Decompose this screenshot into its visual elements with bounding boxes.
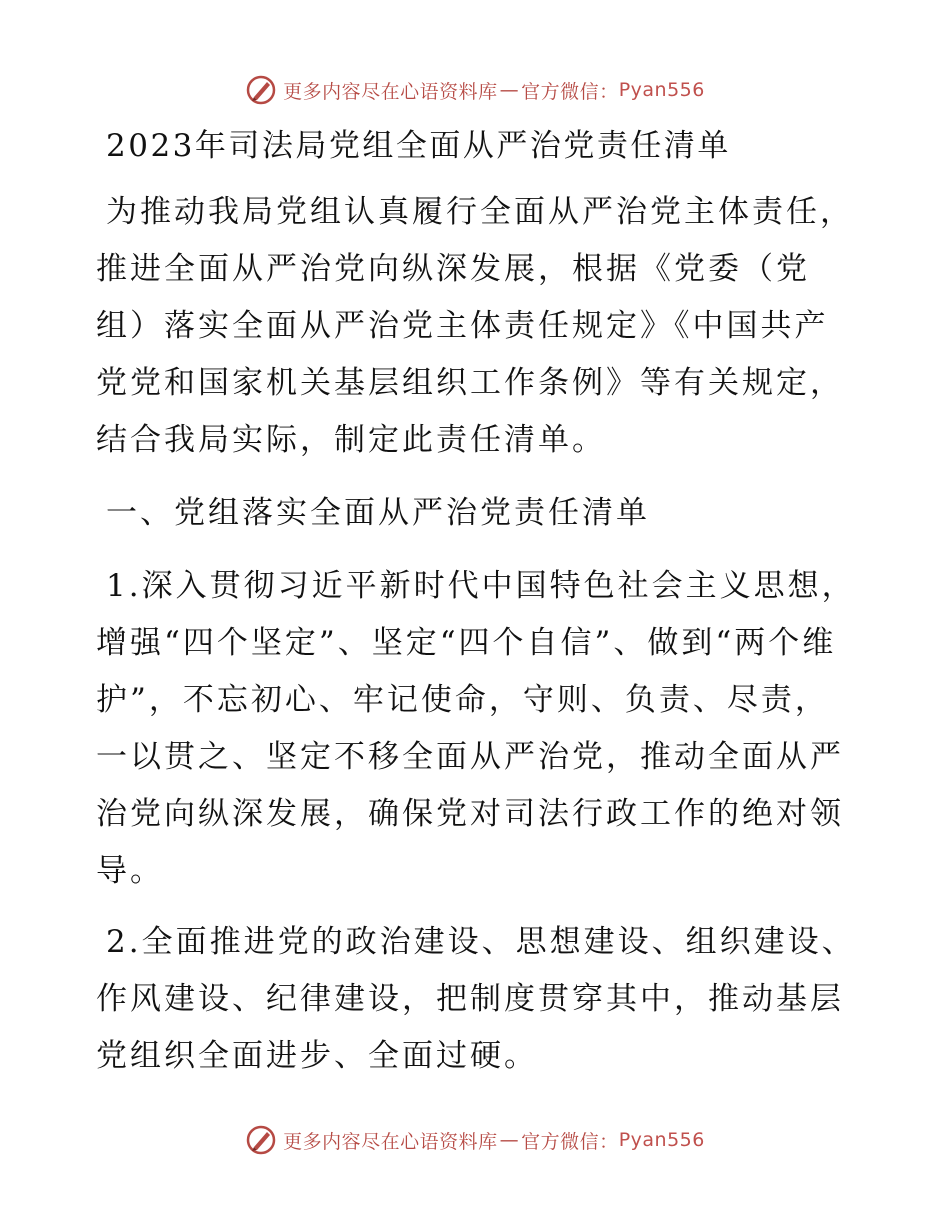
intro-paragraph: 为推动我局党组认真履行全面从严治党主体责任，推进全面从严治党向纵深发展，根据《党委（党组）落实全面从严治党主体责任规定》《中国共产党党和国家机关基层组织工作条例》等有关规定，结合我局实际，制定此责任清单。 xyxy=(96,194,854,458)
watermark-separator: — xyxy=(499,1129,520,1151)
pen-logo-icon xyxy=(245,74,277,106)
watermark-wechat-id: Pyan556 xyxy=(618,1129,705,1151)
watermark-site-text: 更多内容尽在心语资料库 xyxy=(283,80,498,103)
list-item-2: 2.全面推进党的政治建设、思想建设、组织建设、作风建设、纪律建设，把制度贯穿其中，推动基层党组织全面进步、全面过硬。 xyxy=(96,924,856,1074)
watermark-wechat-label: 官方微信： xyxy=(521,1130,619,1153)
watermark-wechat-label: 官方微信： xyxy=(521,80,619,103)
watermark-header xyxy=(0,70,950,110)
list-item-1: 1.深入贯彻习近平新时代中国特色社会主义思想，增强“四个坚定”、坚定“四个自信”、做到“两个维护”，不忘初心、牢记使命，守则、负责、尽责，一以贯之、坚定不移全面从严治党，推动全面从严治党向纵深发展，确保党对司法行政工作的绝对领导。 xyxy=(96,568,856,889)
document-title: 2023年司法局党组全面从严治党责任清单 xyxy=(106,128,731,164)
pen-logo-icon xyxy=(245,1124,277,1156)
document-body xyxy=(96,118,856,1085)
watermark-footer xyxy=(0,1120,950,1160)
section-heading-1: 一、党组落实全面从严治党责任清单 xyxy=(106,495,650,531)
watermark-separator: — xyxy=(499,79,520,101)
watermark-site-text: 更多内容尽在心语资料库 xyxy=(283,1130,498,1153)
watermark-wechat-id: Pyan556 xyxy=(618,79,705,101)
